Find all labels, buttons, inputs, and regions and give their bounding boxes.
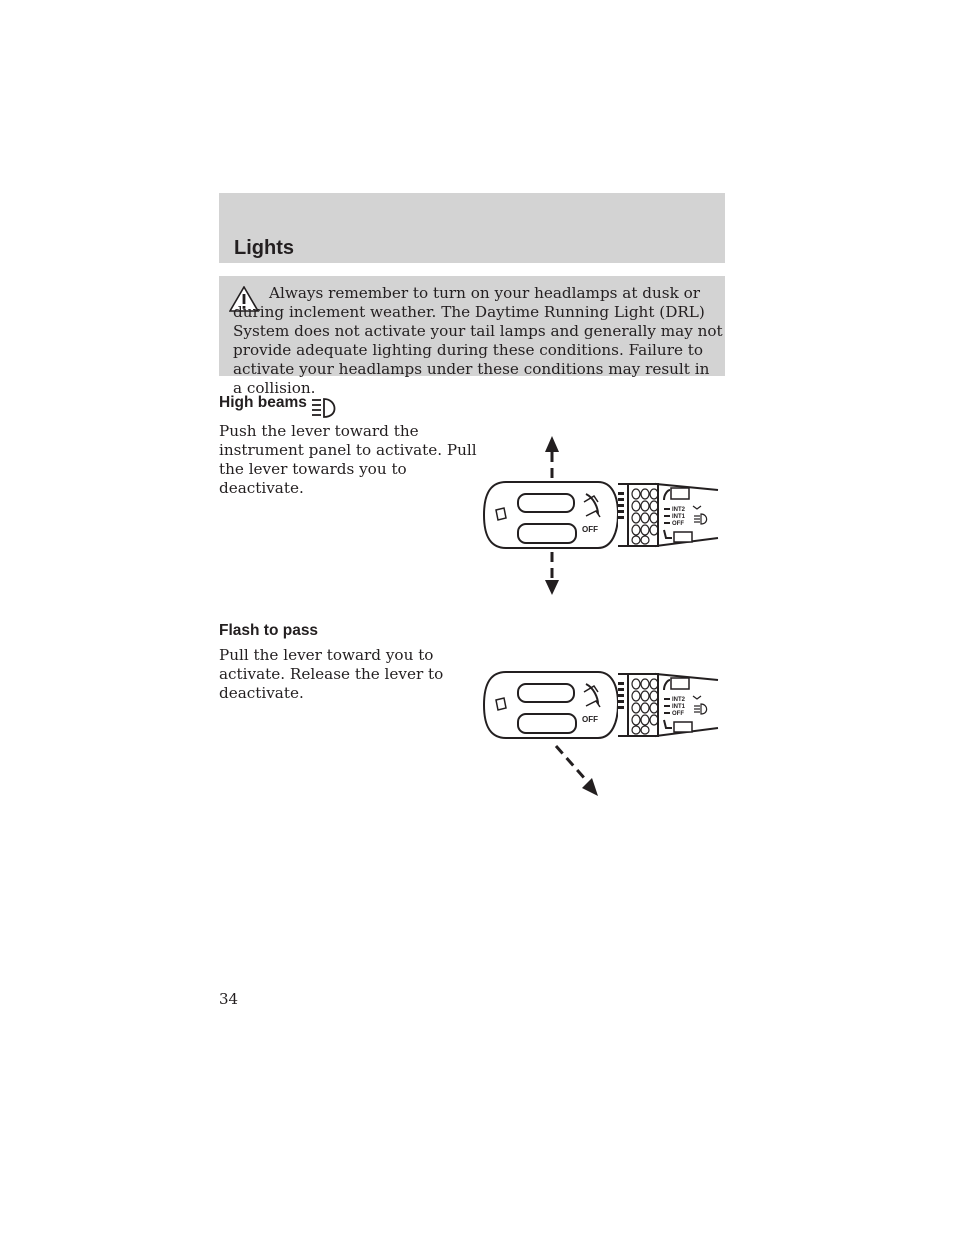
- int2-label: INT2: [672, 697, 686, 703]
- turn-signal-lever: [484, 672, 718, 738]
- pull-toward-driver-arrow-icon: [556, 746, 598, 796]
- page-number: 34: [219, 990, 239, 1008]
- int2-label: INT2: [672, 507, 686, 513]
- section-header-band: [219, 193, 725, 263]
- section-title: Lights: [234, 237, 294, 259]
- int1-label: INT1: [672, 704, 686, 710]
- off-label: OFF: [672, 521, 684, 527]
- flash-to-pass-heading: Flash to pass: [219, 622, 319, 639]
- warning-box: [219, 276, 725, 397]
- off-label: OFF: [672, 711, 684, 717]
- flash-to-pass-body: Pull the lever toward you to activate. Release the lever to deactivate.: [219, 646, 444, 702]
- int1-label: INT1: [672, 514, 686, 520]
- pull-arrow-down-icon: [545, 552, 559, 595]
- push-arrow-up-icon: [545, 436, 559, 478]
- high-beam-icon: [311, 397, 341, 419]
- high-beams-body: Push the lever toward the instrument panel to activate. Pull the lever towards you to deactivate.: [219, 422, 477, 497]
- high-beam-lever-illustration: [478, 432, 730, 598]
- high-beams-heading: High beams: [219, 394, 307, 411]
- flash-to-pass-lever-illustration: [478, 670, 730, 806]
- turn-signal-lever: [484, 482, 718, 548]
- ring-off-label: OFF: [582, 525, 598, 534]
- warning-text: Always remember to turn on your headlamps at dusk or during inclement weather. The Daytime Running Light (DRL) System does not activate your tail lamps and generally may not provide adequate lighting during these conditions. Failure to activate your headlamps under these conditions may result in a collision.: [233, 284, 723, 397]
- ring-off-label: OFF: [582, 715, 598, 724]
